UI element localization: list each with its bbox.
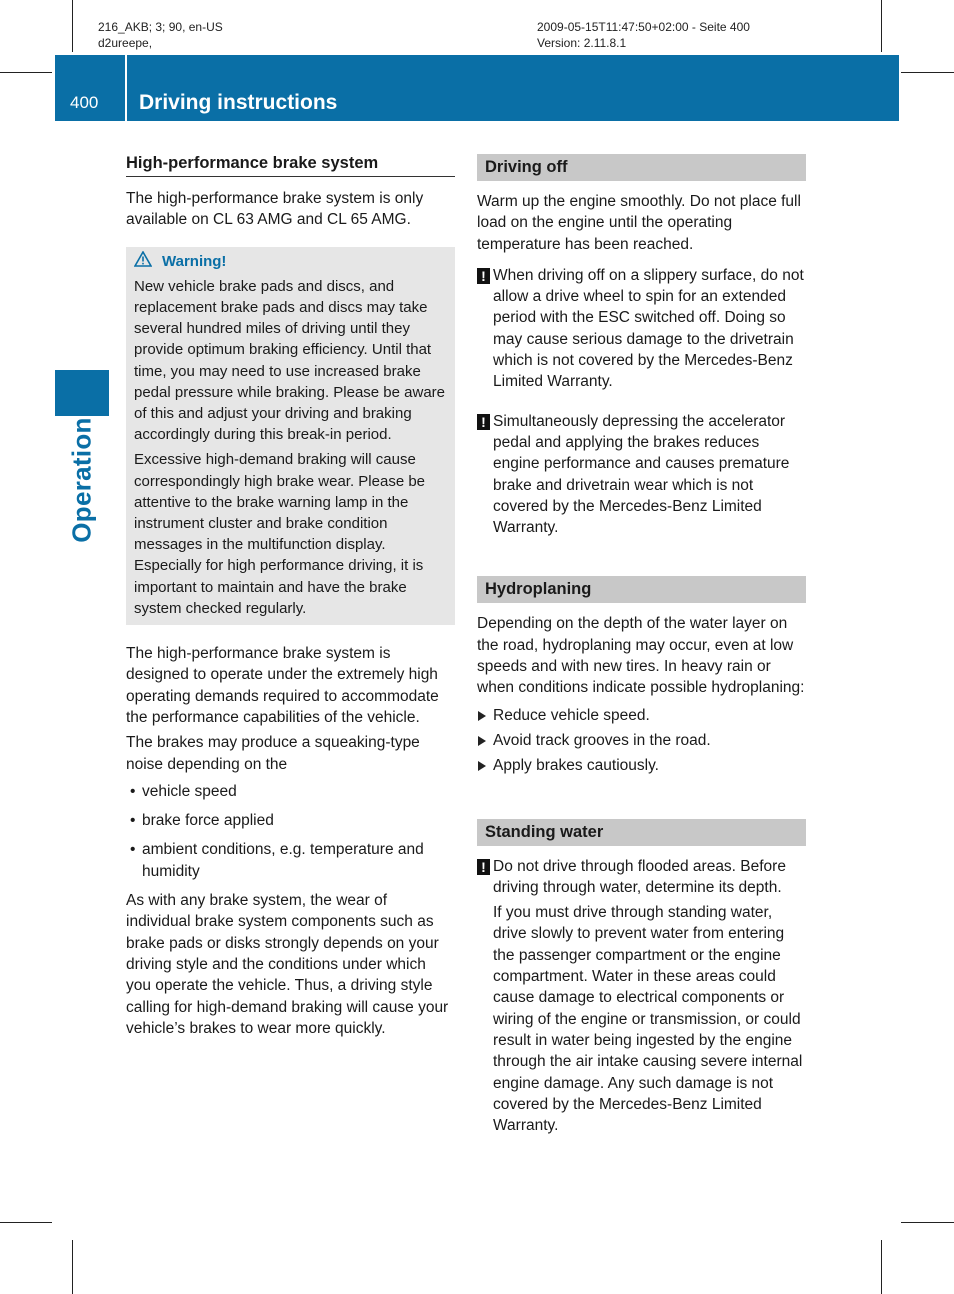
note-text: When driving off on a slippery surface, do not allow a drive wheel to spin for an extended period with the ESC switched off. Doing so may cause serious damage to the drivetrain which is not covered by the Mercedes-Benz Limited Warranty. [493, 266, 804, 391]
arrow-right-icon [478, 761, 486, 771]
step-item [477, 730, 806, 751]
paragraph: The brakes may produce a squeaking-type noise depending on the [126, 734, 420, 773]
arrow-right-icon [478, 711, 486, 721]
arrow-right-icon [478, 736, 486, 746]
right-column [477, 154, 806, 1140]
list-item: • brake force applied [130, 812, 274, 830]
exclamation-box-icon: ! [477, 414, 490, 430]
meta-text: 2009-05-15T11:47:50+02:00 - Seite 400 [537, 20, 750, 34]
crop-mark [901, 1222, 954, 1223]
crop-mark [0, 72, 52, 73]
list-item-text: ambient conditions, e.g. temperature and humidity [142, 841, 424, 880]
exclamation-box-icon: ! [477, 268, 490, 284]
heading-brake-system: High-performance brake system [126, 152, 455, 177]
note-item [477, 265, 806, 393]
step-item [477, 705, 806, 726]
note-item [477, 856, 806, 899]
warning-title: Warning! [162, 253, 227, 271]
warning-triangle-icon [134, 251, 152, 273]
list-item: • ambient conditions, e.g. temperature and humidity [130, 841, 424, 880]
paragraph: The high-performance brake system is designed to operate under the extremely high operating demands required to accommodate the performance capabilities of the vehicle. [126, 645, 439, 726]
section-title: Driving instructions [139, 91, 338, 114]
note-item [477, 411, 806, 539]
heading-driving-off: Driving off [477, 154, 806, 181]
crop-mark [72, 1240, 73, 1294]
heading-hydroplaning: Hydroplaning [477, 576, 806, 603]
page-number: 400 [70, 93, 99, 112]
heading-standing-water: Standing water [477, 819, 806, 846]
meta-text: Version: 2.11.8.1 [537, 36, 627, 50]
paragraph: The high-performance brake system is only available on CL 63 AMG and CL 65 AMG. [126, 190, 424, 229]
step-text: Reduce vehicle speed. [493, 706, 650, 724]
side-tab [55, 370, 109, 416]
list-item-text: brake force applied [142, 812, 274, 830]
meta-text: d2ureepe, [98, 36, 153, 50]
list-item-text: vehicle speed [142, 782, 237, 800]
crop-mark [881, 1240, 882, 1294]
print-meta-left [98, 19, 223, 51]
paragraph: Depending on the depth of the water layer on the road, hydroplaning may occur, even at low speeds and with new tires. In heavy rain or when conditions indicate possible hydroplaning: [477, 615, 805, 697]
warning-paragraph: New vehicle brake pads and discs, and replacement brake pads and discs may take several hundred miles of driving until they provide optimum braking efficiency. Until that time, you may need to use increased brake pedal pressure while braking. Please be aware of this and adjust your driving and braking accordingly during this break-in period. [134, 277, 446, 444]
exclamation-box-icon: ! [477, 859, 490, 875]
note-text: Simultaneously depressing the accelerator pedal and applying the brakes reduces engine performance and causes premature brake and drivetrain wear which is not covered by the Mercedes-Benz Limited Warranty. [493, 412, 790, 537]
crop-mark [72, 0, 73, 52]
print-meta-right [537, 19, 750, 51]
step-text: Avoid track grooves in the road. [493, 731, 711, 749]
step-list [477, 705, 806, 777]
header-divider [125, 55, 127, 121]
crop-mark [881, 0, 882, 52]
paragraph: If you must drive through standing water, drive slowly to prevent water from entering the passenger compartment or the engine compartment. Water in these areas could cause damage to electrical components or wiring of the engine or transmission, or could result in water being ingested by the engine through the air intake causing severe internal engine damage. Any such damage is not covered by the Mercedes-Benz Limited Warranty. [493, 904, 803, 1135]
bullet-list [126, 781, 455, 882]
step-item [477, 755, 806, 776]
crop-mark [0, 1222, 52, 1223]
side-tab-label: Operation [66, 417, 97, 543]
paragraph: As with any brake system, the wear of individual brake system components such as brake pads or disks strongly depends on your driving style and the conditions under which you operate the vehicle. Thus, a driving style calling for high-demand braking will cause your vehicle’s brakes to wear more quickly. [126, 892, 449, 1037]
crop-mark [901, 72, 954, 73]
list-item: • vehicle speed [130, 782, 237, 800]
warning-paragraph: Excessive high-demand braking will cause correspondingly high brake wear. Please be attentive to the brake warning lamp in the instrument cluster and brake condition messages in the multifunction display. Especially for high performance driving, it is important to maintain and have the brake system checked regularly. [134, 451, 426, 617]
note-text: Do not drive through flooded areas. Before driving through water, determine its depth. [493, 857, 786, 896]
step-text: Apply brakes cautiously. [493, 757, 659, 775]
warning-header [134, 251, 447, 273]
left-column [126, 152, 455, 1043]
paragraph: Warm up the engine smoothly. Do not place full load on the engine until the operating temperature has been reached. [477, 193, 801, 253]
warning-box [126, 247, 455, 625]
meta-text: 216_AKB; 3; 90, en-US [98, 20, 223, 34]
